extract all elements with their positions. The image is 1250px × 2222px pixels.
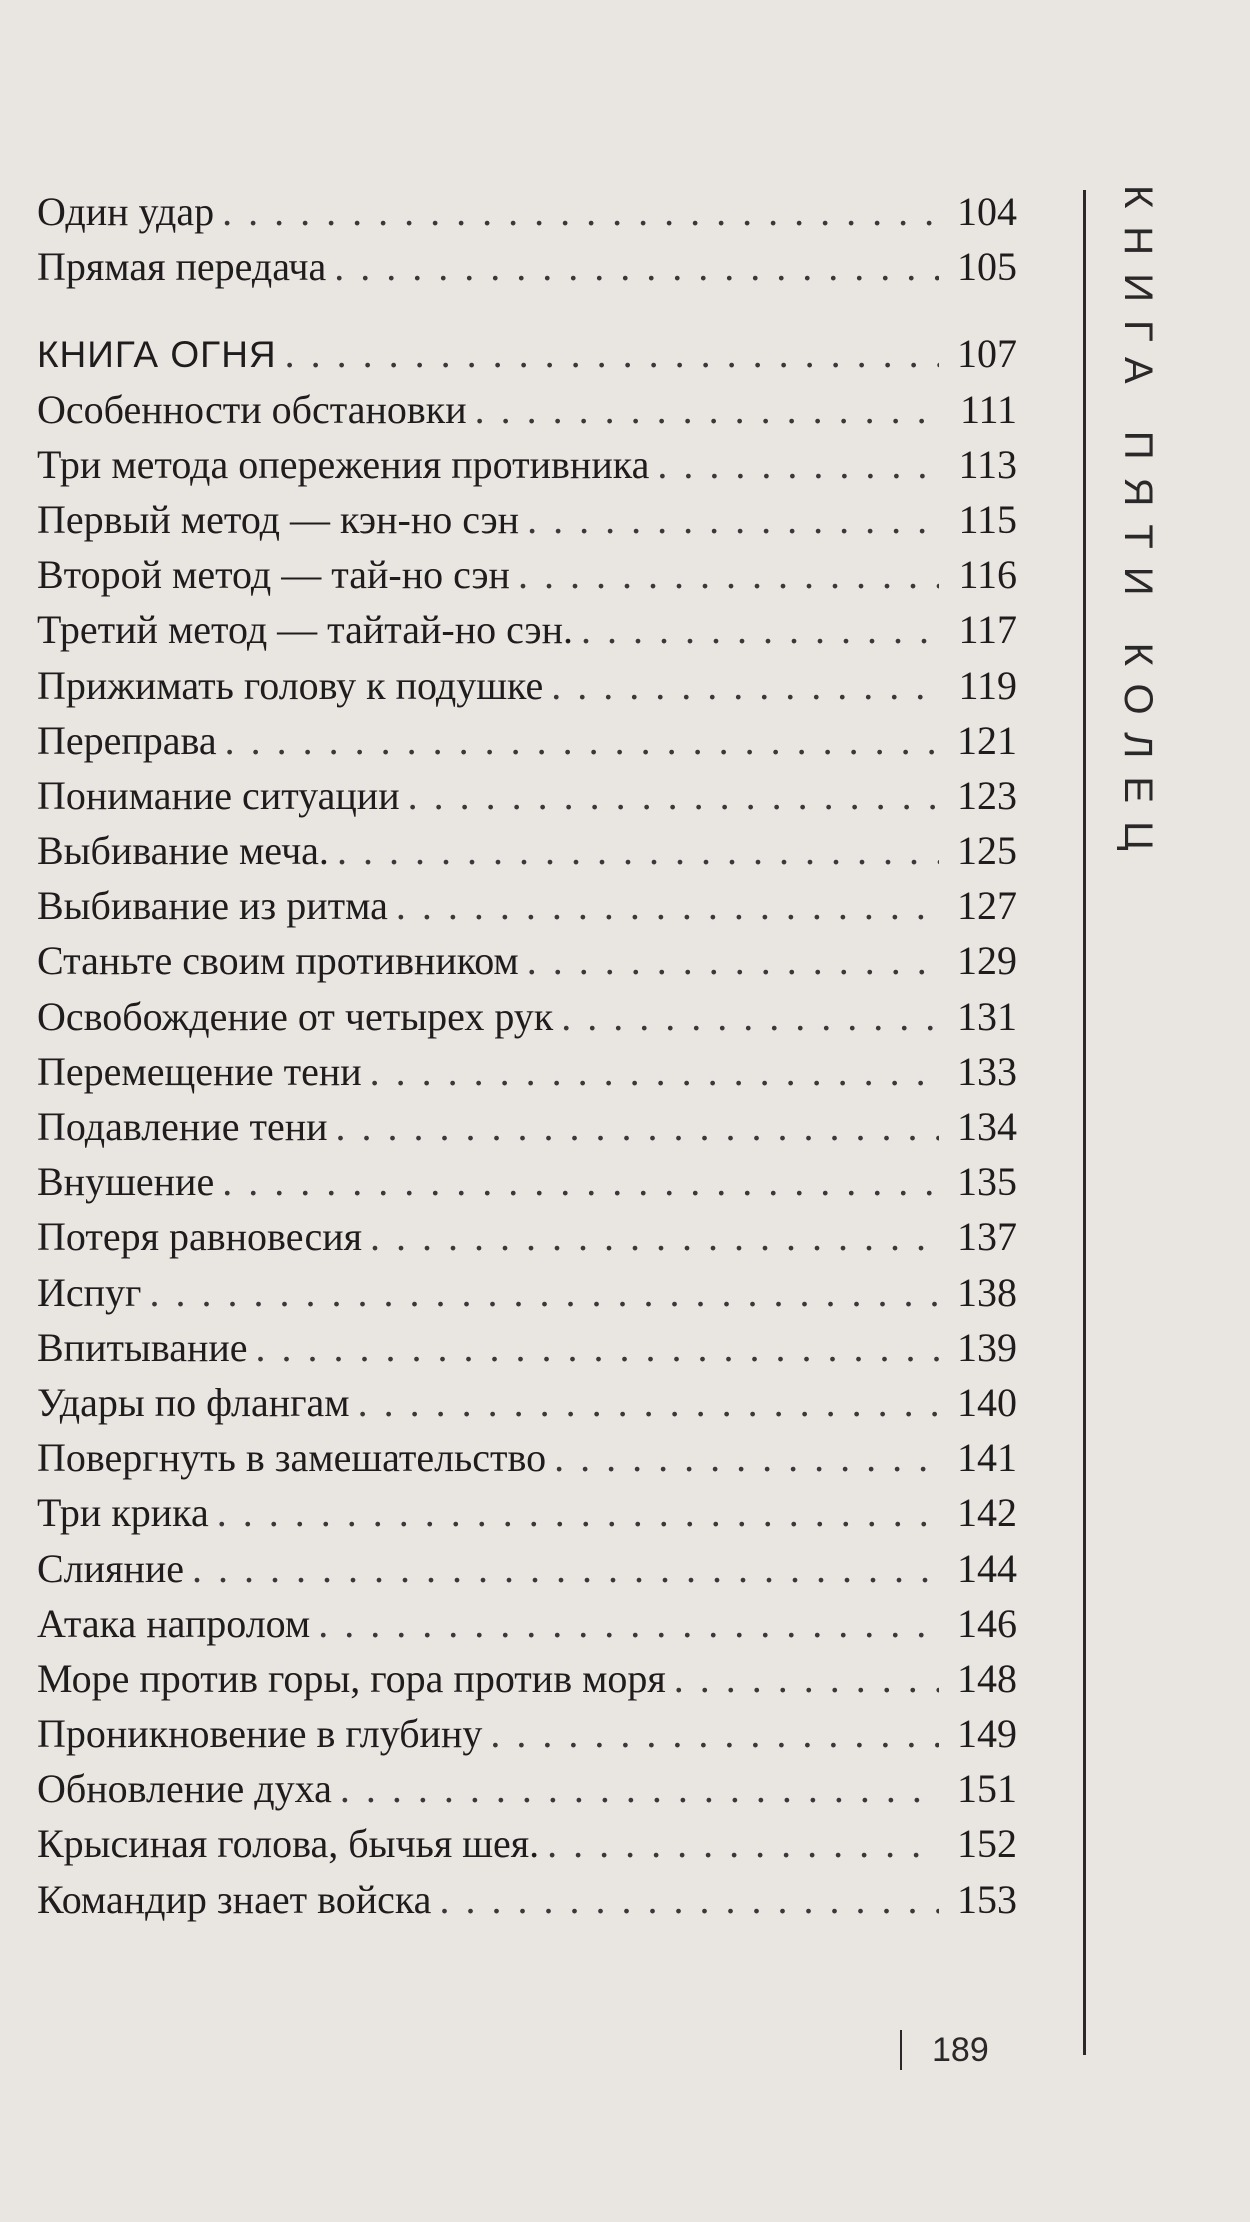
toc-row (37, 602, 1017, 657)
toc-row (37, 1651, 1017, 1706)
toc-entry-page: 144 (957, 1545, 1017, 1591)
toc-entry-page: 137 (957, 1214, 1017, 1260)
toc-row (37, 547, 1017, 602)
toc-entry-title: Выбивание из ритма (37, 883, 388, 929)
toc-row (37, 768, 1017, 823)
table-of-contents (37, 184, 1017, 1927)
toc-leader-dots (561, 989, 939, 1044)
toc-entry-page: 107 (957, 331, 1017, 377)
toc-entry-title: Командир знает войска (37, 1876, 432, 1922)
toc-row (37, 1706, 1017, 1761)
toc-entry-page: 152 (957, 1821, 1017, 1867)
toc-leader-dots (518, 547, 939, 602)
toc-entry-page: 142 (957, 1490, 1017, 1536)
toc-row (37, 823, 1017, 878)
toc-entry-page: 133 (957, 1048, 1017, 1094)
toc-leader-dots (527, 933, 939, 988)
side-rule (1083, 190, 1086, 2055)
toc-row (37, 492, 1017, 547)
toc-entry-title: Подавление тени (37, 1104, 328, 1149)
toc-entry-title: Переправа (37, 717, 217, 763)
toc-row (37, 437, 1017, 492)
toc-entry-title: Атака напролом (37, 1600, 311, 1646)
toc-entry-page: 123 (957, 772, 1017, 818)
toc-entry-page: 140 (957, 1379, 1017, 1425)
toc-leader-dots (222, 1154, 939, 1209)
toc-leader-dots (217, 1485, 939, 1540)
toc-entry-page: 119 (958, 662, 1017, 708)
toc-entry-page: 125 (957, 828, 1017, 874)
page-number: 189 (932, 2030, 989, 2069)
toc-entry-title: Впитывание (37, 1324, 248, 1370)
toc-leader-dots (334, 239, 939, 294)
toc-entry-title: Второй метод — тай-но сэн (37, 552, 510, 598)
toc-entry-title: Три метода опережения противника (37, 441, 650, 487)
toc-entry-title: Выбивание меча. (37, 828, 329, 874)
toc-entry-title: Один удар (37, 189, 215, 234)
toc-entry-title: Перемещение тени (37, 1048, 362, 1094)
toc-entry-page: 146 (957, 1600, 1017, 1646)
toc-entry-title: Обновление духа (37, 1766, 332, 1812)
toc-entry-page: 131 (957, 993, 1017, 1039)
toc-leader-dots (318, 1596, 939, 1651)
toc-leader-dots (340, 1761, 939, 1816)
toc-entry-title: Первый метод — кэн-но сэн (37, 496, 520, 542)
toc-entry-title: Удары по флангам (37, 1379, 350, 1425)
toc-entry-page: 113 (958, 441, 1017, 487)
toc-entry-page: 138 (957, 1269, 1017, 1315)
toc-leader-dots (358, 1375, 939, 1430)
toc-entry-page: 129 (957, 938, 1017, 984)
toc-leader-dots (475, 382, 939, 437)
toc-leader-dots (370, 1209, 939, 1264)
toc-entry-title: Прямая передача (37, 244, 327, 290)
toc-entry-title: Освобождение от четырех рук (37, 993, 554, 1039)
toc-row (37, 989, 1017, 1044)
toc-leader-dots (222, 184, 939, 239)
toc-row (37, 239, 1017, 294)
toc-leader-dots (337, 823, 939, 878)
toc-entry-page: 105 (957, 244, 1017, 290)
toc-row (37, 1485, 1017, 1540)
toc-entry-page: 127 (957, 883, 1017, 929)
toc-leader-dots (336, 1099, 939, 1154)
toc-entry-page: 135 (957, 1159, 1017, 1205)
toc-entry-title: КНИГА ОГНЯ (37, 334, 277, 376)
toc-leader-dots (490, 1706, 939, 1761)
toc-entry-page: 115 (958, 496, 1017, 542)
toc-entry-title: Испуг (37, 1269, 142, 1315)
toc-entry-page: 153 (957, 1876, 1017, 1922)
toc-row (37, 1044, 1017, 1099)
toc-entry-page: 104 (957, 189, 1017, 234)
running-title: КНИГА ПЯТИ КОЛЕЦ (1116, 185, 1160, 869)
toc-entry-page: 149 (957, 1711, 1017, 1757)
toc-leader-dots (370, 1044, 939, 1099)
toc-row (37, 1541, 1017, 1596)
toc-leader-dots (554, 1430, 939, 1485)
toc-entry-title: Станьте своим противником (37, 938, 519, 984)
footer-divider (900, 2030, 902, 2070)
toc-row (37, 1099, 1017, 1154)
toc-row (37, 1872, 1017, 1927)
toc-leader-dots (149, 1265, 939, 1320)
toc-row (37, 1816, 1017, 1871)
toc-entry-page: 117 (958, 607, 1017, 653)
toc-entry-page: 141 (957, 1435, 1017, 1481)
toc-entry-title: Третий метод — тайтай-но сэн. (37, 607, 573, 653)
toc-leader-dots (527, 492, 939, 547)
toc-entry-title: Повергнуть в замешательство (37, 1435, 547, 1481)
toc-entry-title: Прижимать голову к подушке (37, 662, 544, 708)
toc-entry-title: Проникновение в глубину (37, 1711, 483, 1757)
toc-entry-title: Три крика (37, 1490, 209, 1536)
toc-entry-title: Понимание ситуации (37, 772, 400, 818)
toc-entry-page: 134 (957, 1104, 1017, 1149)
toc-row (37, 382, 1017, 437)
toc-entry-page: 111 (959, 386, 1017, 432)
toc-entry-title: Особенности обстановки (37, 386, 467, 432)
toc-leader-dots (439, 1872, 939, 1927)
toc-entry-title: Потеря равновесия (37, 1214, 362, 1260)
page-footer (900, 2020, 1020, 2080)
toc-row (37, 1596, 1017, 1651)
toc-leader-dots (657, 437, 939, 492)
toc-entry-page: 139 (957, 1324, 1017, 1370)
toc-row (37, 1265, 1017, 1320)
toc-entry-title: Слияние (37, 1545, 185, 1591)
toc-entry-title: Внушение (37, 1159, 215, 1205)
toc-leader-dots (225, 713, 939, 768)
toc-leader-dots (285, 326, 939, 381)
toc-row (37, 713, 1017, 768)
toc-row (37, 184, 1017, 239)
toc-row (37, 1209, 1017, 1264)
toc-row (37, 1375, 1017, 1430)
toc-entry-page: 121 (957, 717, 1017, 763)
toc-entry-title: Крысиная голова, бычья шея. (37, 1821, 540, 1867)
toc-row (37, 1430, 1017, 1485)
toc-row (37, 933, 1017, 988)
toc-entry-page: 148 (957, 1655, 1017, 1701)
toc-leader-dots (256, 1320, 939, 1375)
toc-entry-title: Море против горы, гора против моря (37, 1655, 666, 1701)
toc-row (37, 658, 1017, 713)
toc-leader-dots (581, 602, 939, 657)
toc-leader-dots (547, 1816, 939, 1871)
toc-leader-dots (396, 878, 939, 933)
toc-row (37, 1320, 1017, 1375)
toc-leader-dots (408, 768, 939, 823)
toc-leader-dots (551, 658, 939, 713)
toc-leader-dots (674, 1651, 939, 1706)
toc-row (37, 1154, 1017, 1209)
toc-row (37, 878, 1017, 933)
toc-row (37, 1761, 1017, 1816)
toc-section-row (37, 326, 1017, 381)
toc-leader-dots (192, 1541, 939, 1596)
toc-entry-page: 116 (958, 552, 1017, 598)
toc-entry-page: 151 (957, 1766, 1017, 1812)
